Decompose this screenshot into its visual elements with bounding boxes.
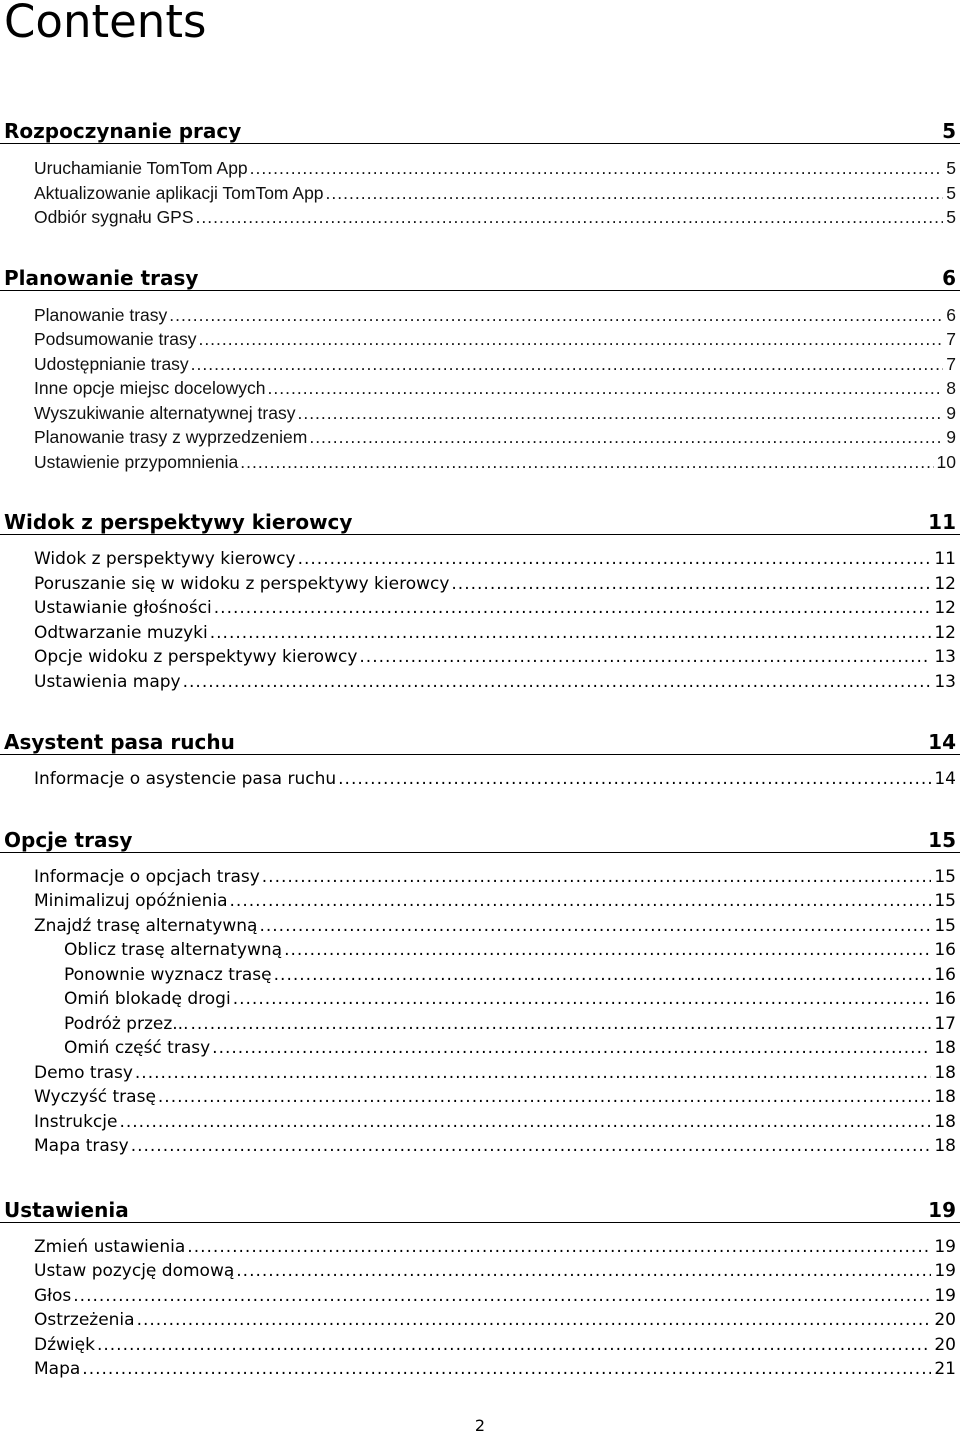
dot-leader — [284, 938, 931, 963]
toc-section-header[interactable] — [0, 504, 960, 535]
toc-entry-label: Znajdź trasę alternatywną — [34, 915, 258, 936]
toc-entry-label: Poruszanie się w widoku z perspektywy kierowcy — [34, 573, 450, 594]
section-title: Asystent pasa ruchu — [4, 730, 235, 754]
toc-entry-page-number: 18 — [934, 1087, 956, 1107]
toc-entry[interactable] — [0, 621, 960, 646]
toc-entry-label: Dźwięk — [34, 1334, 95, 1355]
toc-entry[interactable] — [0, 1333, 960, 1358]
toc-subentry[interactable] — [0, 938, 960, 963]
toc-entry[interactable] — [0, 645, 960, 670]
toc-entry[interactable] — [0, 547, 960, 572]
dot-leader — [187, 1235, 931, 1260]
toc-entry[interactable] — [0, 205, 960, 230]
toc-entry-page-number: 20 — [934, 1310, 956, 1330]
toc-entry-page-number: 19 — [934, 1285, 956, 1306]
dot-leader — [191, 352, 944, 377]
section-spacer — [0, 230, 960, 260]
dot-leader — [190, 1012, 931, 1037]
toc-entry[interactable] — [0, 572, 960, 597]
toc-entry-label: Widok z perspektywy kierowcy — [34, 549, 296, 569]
dot-leader — [338, 767, 931, 792]
dot-leader — [326, 181, 944, 206]
dot-leader — [250, 156, 944, 181]
toc-entry-label: Mapa — [34, 1359, 81, 1379]
toc-entry-list — [0, 767, 960, 792]
toc-entry-label: Inne opcje miejsc docelowych — [34, 378, 266, 398]
toc-entry-page-number: 6 — [946, 304, 956, 325]
toc-entry-page-number: 15 — [934, 915, 956, 936]
section-spacer — [0, 474, 960, 504]
toc-subentry[interactable] — [0, 963, 960, 988]
toc-entry[interactable] — [0, 1235, 960, 1260]
dot-leader — [196, 205, 944, 230]
dot-leader — [233, 987, 932, 1012]
section-title: Opcje trasy — [4, 827, 133, 852]
toc-entry-label: Ostrzeżenia — [34, 1310, 135, 1330]
toc-entry[interactable] — [0, 596, 960, 621]
toc-section — [0, 724, 960, 822]
section-page-number: 11 — [928, 510, 956, 534]
toc-section — [0, 1192, 960, 1382]
dot-leader — [183, 670, 932, 695]
toc-entry-page-number: 21 — [934, 1359, 956, 1379]
toc-entry[interactable] — [0, 450, 960, 475]
toc-entry[interactable] — [0, 425, 960, 450]
toc-subentry[interactable] — [0, 987, 960, 1012]
toc-section-header[interactable] — [0, 260, 960, 291]
toc-entry-page-number: 18 — [934, 1136, 956, 1156]
toc-entry-page-number: 18 — [934, 1038, 956, 1058]
dot-leader — [309, 425, 943, 450]
dot-leader — [298, 547, 932, 572]
section-page-number: 6 — [942, 265, 956, 290]
dot-leader — [137, 1308, 932, 1333]
toc-entry-label: Uruchamianie TomTom App — [34, 158, 248, 178]
dot-leader — [97, 1333, 931, 1358]
toc-entry-label: Planowanie trasy z wyprzedzeniem — [34, 427, 308, 447]
dot-leader — [119, 1110, 931, 1135]
dot-leader — [214, 596, 932, 621]
dot-leader — [73, 1284, 931, 1309]
toc-entry-label: Omiń blokadę drogi — [64, 989, 231, 1009]
toc-entry-page-number: 16 — [934, 989, 956, 1009]
toc-entry-page-number: 18 — [934, 1062, 956, 1083]
toc-entry-label: Wyczyść trasę — [34, 1087, 156, 1107]
section-title: Widok z perspektywy kierowcy — [4, 510, 353, 534]
section-page-number: 14 — [928, 730, 956, 754]
toc-entry-page-number: 15 — [934, 891, 956, 911]
toc-entry-page-number: 9 — [946, 427, 956, 447]
toc-entry[interactable] — [0, 1134, 960, 1159]
toc-entry-page-number: 19 — [934, 1236, 956, 1257]
table-of-contents — [0, 113, 960, 1382]
toc-entry[interactable] — [0, 376, 960, 401]
toc-section — [0, 260, 960, 505]
dot-leader — [274, 963, 932, 988]
dot-leader — [158, 1085, 931, 1110]
toc-entry-list — [0, 1235, 960, 1382]
section-spacer — [0, 792, 960, 822]
dot-leader — [297, 401, 943, 426]
toc-entry-page-number: 16 — [934, 940, 956, 960]
section-spacer — [0, 694, 960, 724]
toc-entry-page-number: 16 — [934, 964, 956, 985]
toc-entry-page-number: 7 — [946, 353, 956, 374]
toc-subentry[interactable] — [0, 1012, 960, 1037]
toc-entry-list — [0, 547, 960, 694]
toc-entry[interactable] — [0, 181, 960, 206]
toc-entry[interactable] — [0, 1110, 960, 1135]
toc-subentry[interactable] — [0, 1036, 960, 1061]
toc-entry[interactable] — [0, 889, 960, 914]
toc-section-header[interactable] — [0, 113, 960, 144]
toc-entry[interactable] — [0, 1085, 960, 1110]
dot-leader — [230, 889, 932, 914]
toc-entry-label: Omiń część trasy — [64, 1038, 211, 1058]
toc-entry-label: Ustawianie głośności — [34, 598, 212, 618]
toc-entry-page-number: 11 — [934, 549, 956, 569]
section-page-number: 5 — [942, 119, 956, 143]
toc-entry-label: Ponownie wyznacz trasę — [64, 964, 272, 985]
toc-entry-label: Informacje o opcjach trasy — [34, 866, 260, 887]
toc-entry-label: Podróż przez... — [64, 1013, 189, 1034]
section-title: Ustawienia — [4, 1197, 129, 1222]
toc-entry-label: Mapa trasy — [34, 1136, 129, 1156]
toc-entry-label: Ustawienia mapy — [34, 671, 181, 692]
toc-entry[interactable] — [0, 303, 960, 328]
footer-page-number: 2 — [474, 1416, 486, 1435]
toc-entry-page-number: 7 — [946, 329, 956, 349]
section-title: Rozpoczynanie pracy — [4, 119, 242, 143]
toc-entry-label: Aktualizowanie aplikacji TomTom App — [34, 182, 324, 203]
toc-entry-label: Demo trasy — [34, 1062, 133, 1083]
dot-leader — [131, 1134, 932, 1159]
toc-entry[interactable] — [0, 327, 960, 352]
toc-entry-page-number: 13 — [934, 647, 956, 667]
dot-leader — [240, 450, 933, 475]
toc-entry-page-number: 13 — [934, 671, 956, 692]
toc-entry-label: Oblicz trasę alternatywną — [64, 940, 283, 960]
toc-entry-page-number: 12 — [934, 598, 956, 618]
toc-entry-label: Minimalizuj opóźnienia — [34, 891, 228, 911]
toc-entry-label: Ustaw pozycję domową — [34, 1261, 235, 1281]
dot-leader — [82, 1357, 931, 1382]
toc-entry[interactable] — [0, 914, 960, 939]
toc-entry-page-number: 5 — [946, 158, 956, 178]
toc-entry-page-number: 18 — [934, 1111, 956, 1132]
dot-leader — [169, 303, 943, 328]
toc-entry-label: Opcje widoku z perspektywy kierowcy — [34, 647, 358, 667]
toc-entry-label: Głos — [34, 1285, 72, 1306]
toc-entry-page-number: 5 — [946, 207, 956, 227]
toc-entry[interactable] — [0, 401, 960, 426]
dot-leader — [198, 327, 943, 352]
toc-entry-list — [0, 156, 960, 230]
toc-entry-page-number: 14 — [934, 769, 956, 789]
section-page-number: 15 — [928, 827, 956, 852]
toc-entry-label: Podsumowanie trasy — [34, 329, 197, 349]
section-spacer — [0, 1159, 960, 1192]
dot-leader — [212, 1036, 931, 1061]
dot-leader — [210, 621, 932, 646]
toc-entry[interactable] — [0, 352, 960, 377]
toc-entry[interactable] — [0, 865, 960, 890]
toc-entry-page-number: 12 — [934, 622, 956, 643]
toc-entry-list — [0, 865, 960, 1159]
toc-entry-page-number: 20 — [934, 1334, 956, 1355]
toc-entry-page-number: 9 — [946, 402, 956, 423]
dot-leader — [236, 1259, 931, 1284]
dot-leader — [259, 914, 931, 939]
toc-section-header[interactable] — [0, 724, 960, 755]
toc-entry-label: Wyszukiwanie alternatywnej trasy — [34, 402, 296, 423]
toc-entry-page-number: 5 — [946, 182, 956, 203]
toc-entry[interactable] — [0, 1284, 960, 1309]
toc-section-header[interactable] — [0, 822, 960, 853]
toc-entry-label: Zmień ustawienia — [34, 1236, 186, 1257]
toc-section-header[interactable] — [0, 1192, 960, 1223]
toc-entry-page-number: 17 — [934, 1013, 956, 1034]
toc-section — [0, 822, 960, 1192]
toc-entry-page-number: 8 — [946, 378, 956, 398]
toc-section — [0, 113, 960, 260]
toc-entry-label: Udostępnianie trasy — [34, 353, 189, 374]
toc-entry[interactable] — [0, 1061, 960, 1086]
page-title: Contents — [4, 0, 207, 48]
toc-entry-label: Odbiór sygnału GPS — [34, 207, 194, 227]
toc-entry-page-number: 19 — [934, 1261, 956, 1281]
toc-entry-page-number: 10 — [936, 451, 956, 472]
toc-section — [0, 504, 960, 724]
toc-entry[interactable] — [0, 1357, 960, 1382]
dot-leader — [262, 865, 932, 890]
section-page-number: 19 — [928, 1197, 956, 1222]
dot-leader — [135, 1061, 931, 1086]
toc-entry-label: Ustawienie przypomnienia — [34, 451, 239, 472]
toc-entry[interactable] — [0, 670, 960, 695]
toc-entry[interactable] — [0, 156, 960, 181]
dot-leader — [359, 645, 931, 670]
dot-leader — [268, 376, 944, 401]
toc-entry-label: Instrukcje — [34, 1111, 118, 1132]
toc-entry-label: Informacje o asystencie pasa ruchu — [34, 769, 337, 789]
toc-entry-list — [0, 303, 960, 475]
toc-entry-label: Planowanie trasy — [34, 304, 168, 325]
toc-entry[interactable] — [0, 1308, 960, 1333]
toc-entry[interactable] — [0, 1259, 960, 1284]
dot-leader — [451, 572, 931, 597]
toc-entry-label: Odtwarzanie muzyki — [34, 622, 208, 643]
toc-entry-page-number: 12 — [934, 573, 956, 594]
section-title: Planowanie trasy — [4, 265, 199, 290]
toc-entry-page-number: 15 — [934, 866, 956, 887]
toc-entry[interactable] — [0, 767, 960, 792]
